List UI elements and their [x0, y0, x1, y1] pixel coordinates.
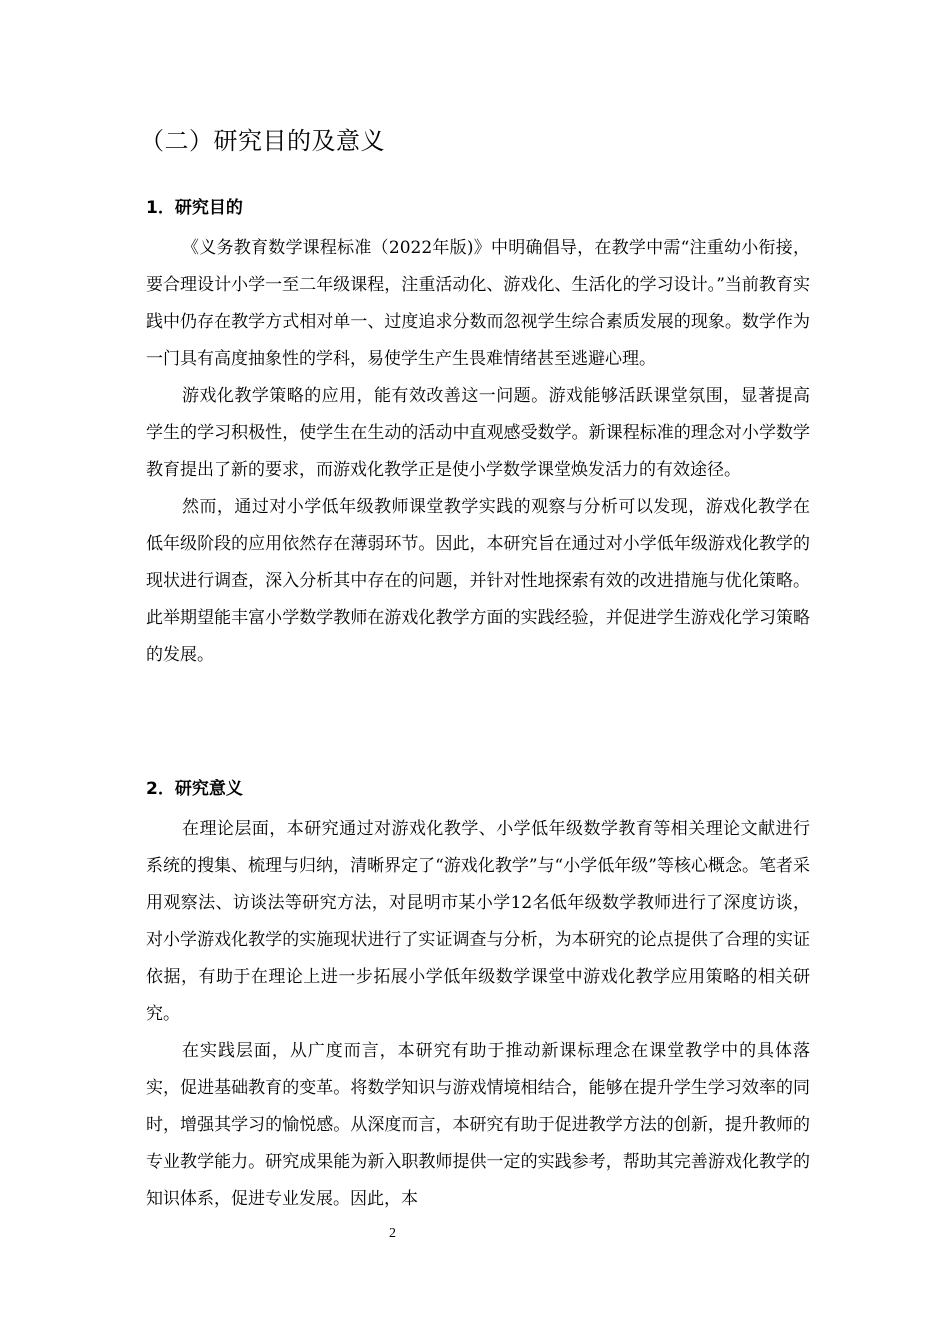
- paragraph: 在实践层面，从广度而言，本研究有助于推动新课标理念在课堂教学中的具体落实，促进基础教育的变革。将数学知识与游戏情境相结合，能够在提升学生学习效率的同时，增强其学习的愉悦感。从深度而言，本研究有助于促进教学方法的创新，提升教师的专业教学能力。研究成果能为新入职教师提供一定的实践参考，帮助其完善游戏化教学的知识体系，促进专业发展。因此，本: [146, 1041, 810, 1209]
- paragraph: 游戏化教学策略的应用，能有效改善这一问题。游戏能够活跃课堂氛围，显著提高学生的学习积极性，使学生在生动的活动中直观感受数学。新课程标准的理念对小学数学教育提出了新的要求，而游戏化教学正是使小学数学课堂焕发活力的有效途径。: [146, 386, 810, 480]
- paragraph: 在理论层面，本研究通过对游戏化教学、小学低年级数学教育等相关理论文献进行系统的搜集、梳理与归纳，清晰界定了“游戏化教学”与“小学低年级”等核心概念。笔者采用观察法、访谈法等研究方法，对昆明市某小学12名低年级数学教师进行了深度访谈，对小学游戏化教学的实施现状进行了实证调查与分析，为本研究的论点提供了合理的实证依据，有助于在理论上进一步拓展小学低年级数学课堂中游戏化教学应用策略的相关研究。: [146, 819, 810, 1024]
- paragraph: 《义务教育数学课程标准（2022年版)》中明确倡导，在教学中需“注重幼小衔接，要合理设计小学一至二年级课程，注重活动化、游戏化、生活化的学习设计。”当前教育实践中仍存在教学方式相对单一、过度追求分数而忽视学生综合素质发展的现象。数学作为一门具有高度抽象性的学科，易使学生产生畏难情绪甚至逃避心理。: [146, 238, 810, 369]
- research-significance-heading: 2．研究意义: [146, 779, 243, 799]
- section-heading: （二）研究目的及意义: [140, 127, 385, 155]
- page-number: 2: [389, 1226, 396, 1241]
- research-purpose-body: [146, 230, 810, 674]
- paragraph: 然而，通过对小学低年级教师课堂教学实践的观察与分析可以发现，游戏化教学在低年级阶段的应用依然存在薄弱环节。因此，本研究旨在通过对小学低年级游戏化教学的现状进行调查，深入分析其中存在的问题，并针对性地探索有效的改进措施与优化策略。此举期望能丰富小学数学教师在游戏化教学方面的实践经验，并促进学生游戏化学习策略的发展。: [146, 497, 810, 665]
- research-significance-body: [146, 811, 810, 1218]
- research-purpose-heading: 1．研究目的: [146, 198, 243, 218]
